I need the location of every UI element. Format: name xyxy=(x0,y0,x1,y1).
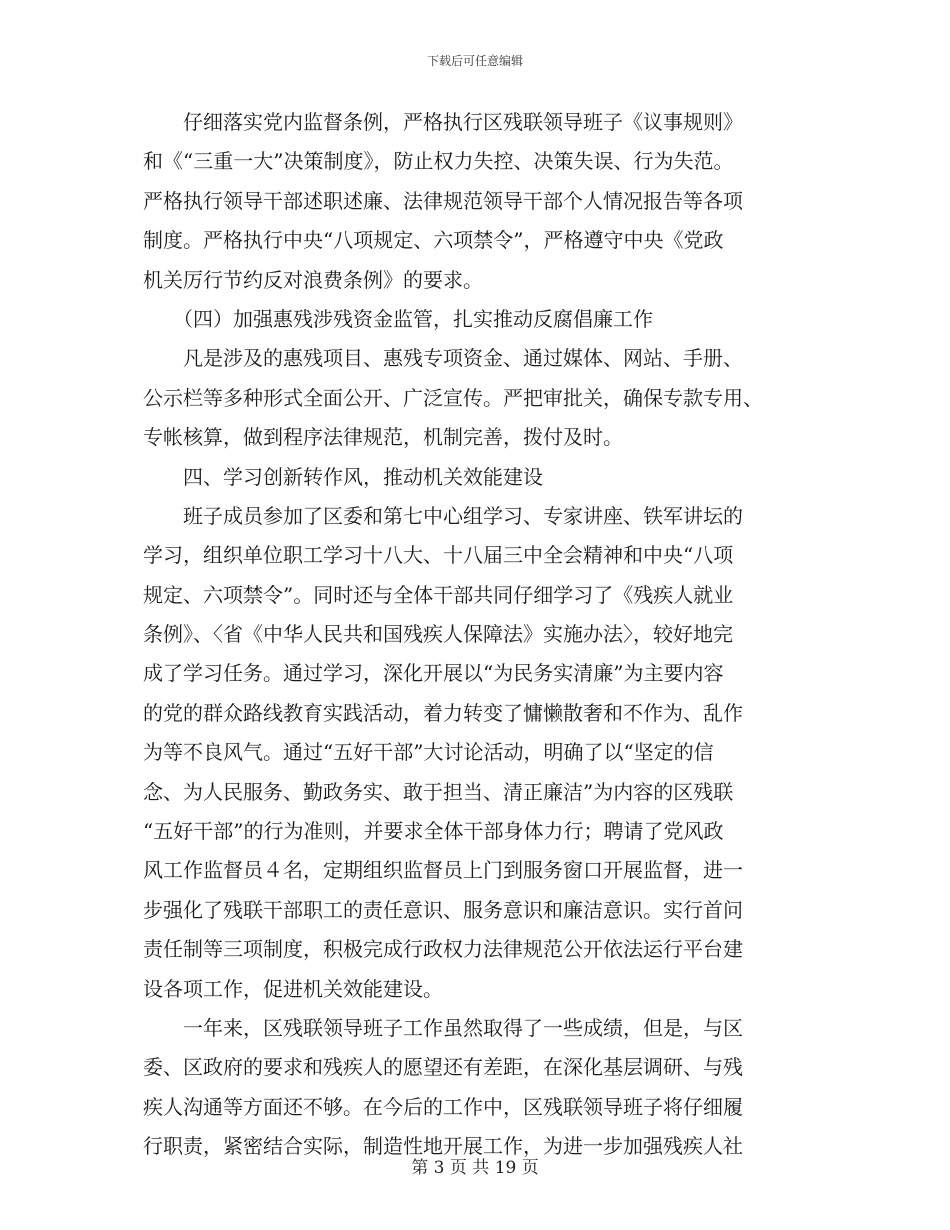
section-heading: （四）加强惠残涉残资金监管，扎实推动反腐倡廉工作 xyxy=(143,306,653,331)
text-line: 凡是涉及的惠残项目、惠残专项资金、通过媒体、网站、手册、 xyxy=(143,346,743,371)
text-line: “五好干部”的行为准则，并要求全体干部身体力行；聘请了党风政 xyxy=(143,819,724,844)
page-header: 下载后可任意编辑 xyxy=(426,54,523,68)
section-heading: 四、学习创新转作风，推动机关效能建设 xyxy=(143,464,543,489)
text-line: 成了学习任务。通过学习，深化开展以“为民务实清廉”为主要内容 xyxy=(143,661,724,686)
text-line: 严格执行领导干部述职述廉、法律规范领导干部个人情况报告等各项 xyxy=(143,188,743,213)
text-line: 专帐核算，做到程序法律规范，机制完善，拨付及时。 xyxy=(143,425,623,450)
text-line: 和《“三重一大”决策制度》，防止权力失控、决策失误、行为失范。 xyxy=(143,149,734,174)
text-line: 风工作监督员４名，定期组织监督员上门到服务窗口开展监督，进一 xyxy=(143,858,743,883)
page-number-footer: 第 3 页 共 19 页 xyxy=(411,1158,539,1178)
text-line: 责任制等三项制度，积极完成行政权力法律规范公开依法运行平台建 xyxy=(143,937,743,962)
text-line: 的党的群众路线教育实践活动，着力转变了慵懒散奢和不作为、乱作 xyxy=(143,700,743,725)
text-line: 制度。严格执行中央“八项规定、六项禁令”，严格遵守中央《党政 xyxy=(143,228,724,253)
text-line: 班子成员参加了区委和第七中心组学习、专家讲座、铁军讲坛的 xyxy=(143,503,743,528)
text-line: 条例》、〈省《中华人民共和国残疾人保障法》实施办法〉，较好地完 xyxy=(143,622,733,647)
text-line: 公示栏等多种形式全面公开、广泛宣传。严把审批关，确保专款专用、 xyxy=(143,385,763,410)
text-line: 设各项工作，促进机关效能建设。 xyxy=(143,976,443,1001)
text-line: 委、区政府的要求和残疾人的愿望还有差距，在深化基层调研、与残 xyxy=(143,1055,743,1080)
text-line: 机关厉行节约反对浪费条例》的要求。 xyxy=(143,267,483,292)
text-line: 规定、六项禁令”。同时还与全体干部共同仔细学习了《残疾人就业 xyxy=(143,582,734,607)
text-line: 步强化了残联干部职工的责任意识、服务意识和廉洁意识。实行首问 xyxy=(143,897,743,922)
text-line: 仔细落实党内监督条例，严格执行区残联领导班子《议事规则》 xyxy=(143,110,743,134)
text-line: 念、为人民服务、勤政务实、敢于担当、清正廉洁”为内容的区残联 xyxy=(143,779,734,804)
text-line: 一年来，区残联领导班子工作虽然取得了一些成绩，但是，与区 xyxy=(143,1015,743,1040)
text-line: 学习，组织单位职工学习十八大、十八届三中全会精神和中央“八项 xyxy=(143,543,734,568)
text-line: 疾人沟通等方面还不够。在今后的工作中，区残联领导班子将仔细履 xyxy=(143,1094,743,1119)
text-line: 为等不良风气。通过“五好干部”大讨论活动，明确了以“坚定的信 xyxy=(143,740,714,765)
text-line: 行职责，紧密结合实际，制造性地开展工作，为进一步加强残疾人社 xyxy=(143,1134,743,1159)
document-body xyxy=(143,103,807,1167)
